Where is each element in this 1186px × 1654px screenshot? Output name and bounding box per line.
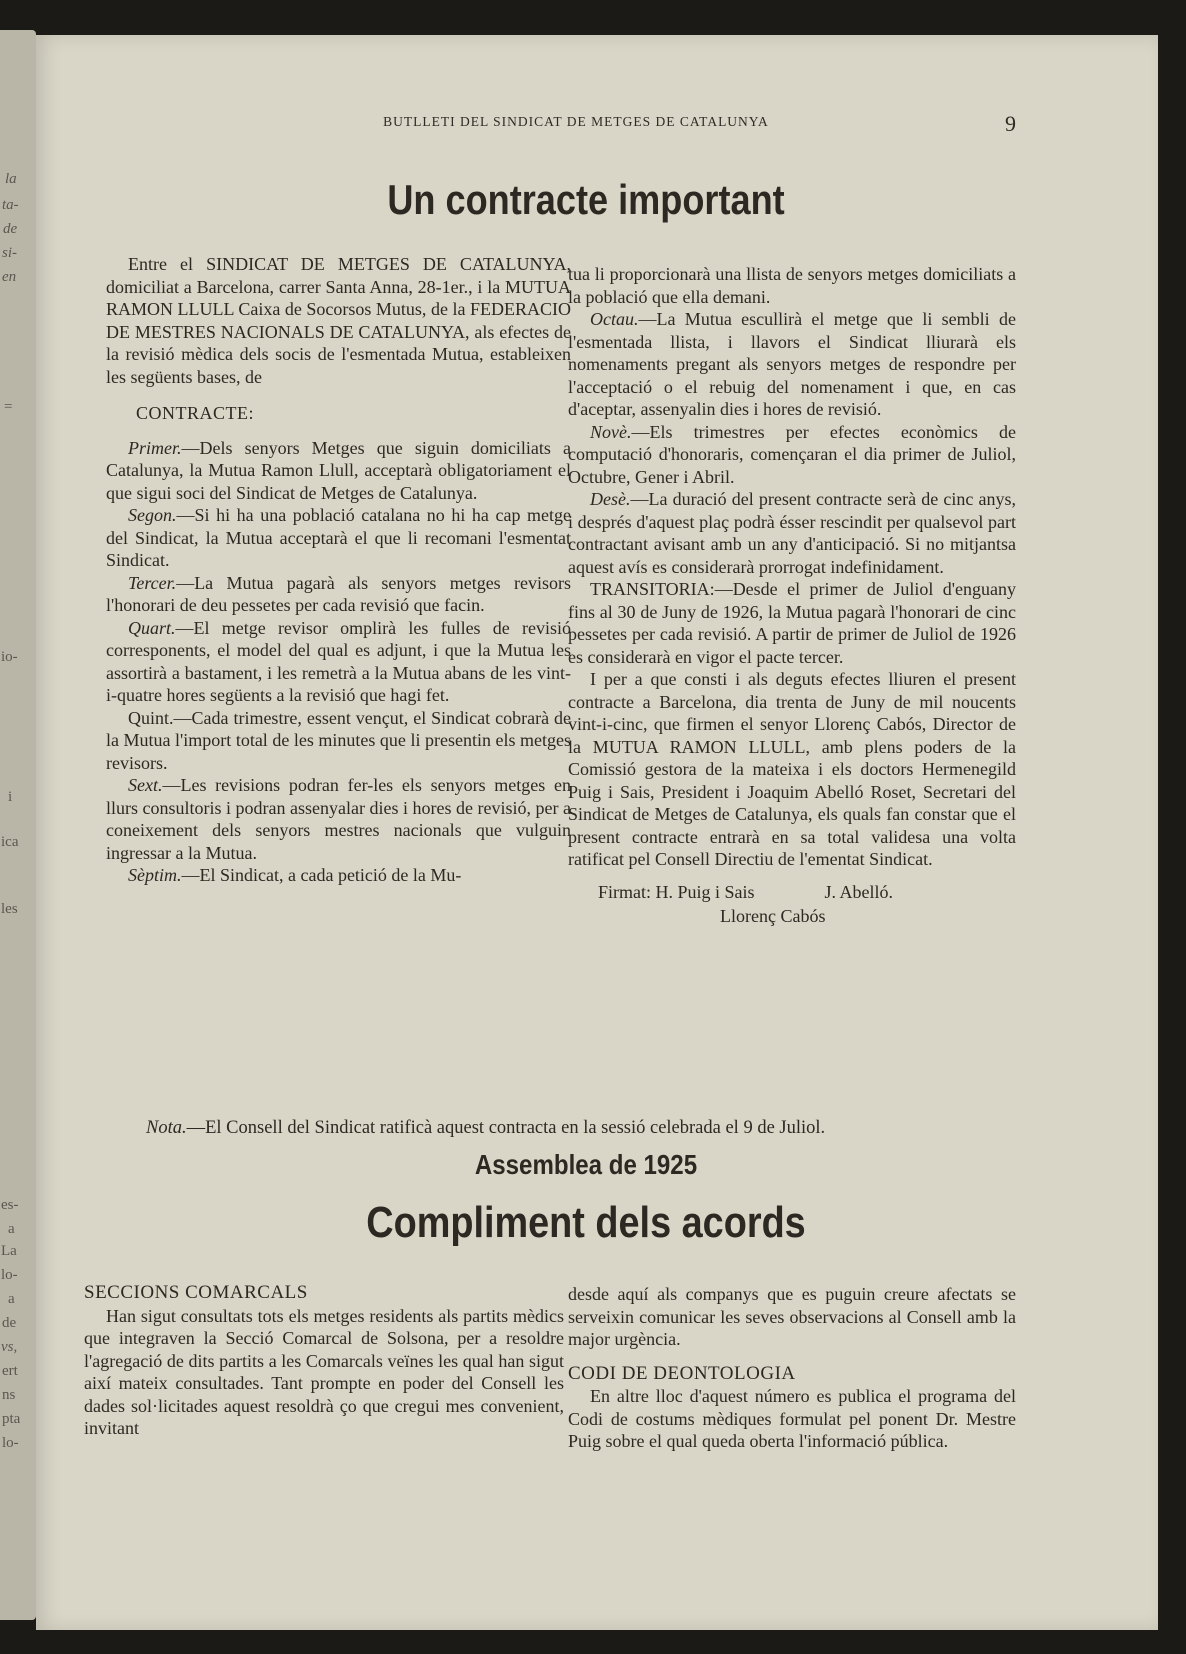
clause-lead: Novè. (590, 421, 632, 442)
margin-fragment: a (8, 1221, 15, 1237)
clause-lead: TRANSITORIA: (590, 579, 715, 599)
article1-right-column (568, 263, 1016, 928)
margin-fragment: = (4, 399, 13, 415)
continuation-paragraph: tua li proporcionarà una llista de senyors metges domiciliats a la població que ella demani. (568, 264, 1016, 307)
intro-paragraph: Entre el SINDICAT DE METGES DE CATALUNYA, domiciliat a Barcelona, carrer Santa Anna, 28-1er., i la MUTUA RAMON LLULL Caixa de Socorsos Mutus, de la FEDERACIO DE MESTRES NACIONALS DE CATALUNYA, als efectes de la revisió mèdica dels socis de l'esmentada Mutua, estableixen les següents bases, de (106, 254, 571, 387)
clause-text: —Les revisions podran fer-les els senyors metges en llurs consultoris i podran assenyalar dies i hores de revisió, per a coneixement dels senyors mestres nacionals que vulguin ingressar a la Mutua. (106, 775, 571, 863)
section-paragraph: Han sigut consultats tots els metges residents als partits mèdics que integraven la Secció Comarcal de Solsona, per a resoldre l'agregació de dits partits a les Comarcals veïnes les qual han sigut així mateix consultades. Tant prompte en poder del Consell les dades sol·licitades aquest resoldrà ço que cregui mes convenient, invitant (84, 1305, 564, 1438)
margin-fragment: lo- (1, 1267, 18, 1283)
clause-sext (106, 774, 571, 864)
margin-fragment: la (5, 171, 17, 187)
journal-page (36, 35, 1158, 1630)
clause-segon (106, 504, 571, 572)
clause-text: —Cada trimestre, essent vençut, el Sindicat cobrarà de la Mutua l'import total de les minutes que li presentin els metges revisors. (106, 707, 571, 773)
signature-line (568, 881, 1016, 904)
clause-lead: Octau. (590, 309, 639, 329)
margin-fragment: La (1, 1243, 17, 1259)
article1-left-column (106, 253, 571, 887)
clause-text: —La duració del present contracte serà de cinc anys, i després d'aquest plaç podrà ésser rescindit per qualsevol part contractant avisant amb un any d'anticipació. Si no mitjantsa aquest avís es considerarà prorrogat indefinidament. (568, 489, 1016, 577)
margin-fragment: lo- (2, 1435, 19, 1451)
clause-lead: Sèptim. (128, 865, 182, 885)
closing-paragraph: I per a que consti i als deguts efectes lliuren el present contracte a Barcelona, dia trenta de Juny de mil noucents vint-i-cinc, que firmen el senyor Llorenç Cabós, Director de la MUTUA RAMON LLULL, amb plens poders de la Comissió gestora de la mateixa i els doctors Hermenegild Puig i Sais, President i Joaquim Abelló Roset, Secretari del Sindicat de Metges de Catalunya, els quals fan constar que el present contracte entrarà en sa total validesa una volta ratificat pel Consell Directiu de l'ementat Sindicat. (568, 669, 1016, 869)
clause-transitoria (568, 578, 1016, 668)
clause-octau (568, 308, 1016, 421)
article2-left-column (84, 1282, 564, 1440)
signature-abello: J. Abelló. (824, 881, 894, 902)
signature-puig: Firmat: H. Puig i Sais (598, 881, 755, 902)
clause-text: —La Mutua pagarà als senyors metges revisors l'honorari de deu pessetes per cada revisió que facin. (106, 572, 571, 615)
continuation-paragraph: desde aquí als companys que es puguin creure afectats se serveixin comunicar les seves observacions al Consell amb la major urgència. (568, 1284, 1016, 1349)
margin-fragment: io- (1, 649, 18, 665)
margin-fragment: de (2, 1315, 17, 1331)
margin-fragment: ta- (2, 197, 19, 213)
article-title: Compliment dels acords (366, 1198, 806, 1247)
margin-fragment: si- (2, 245, 17, 261)
clause-lead: Tercer. (128, 572, 177, 593)
clause-text: —Dels senyors Metges que siguin domiciliats a Catalunya, la Mutua Ramon Llull, acceptarà obligatoriament el que sigui soci del Sindicat de Metges de Catalunya. (106, 437, 571, 503)
section-kicker: Assemblea de 1925 (474, 1149, 698, 1180)
margin-fragment: de (3, 221, 18, 237)
previous-page-edge (0, 30, 36, 1620)
clause-quart (106, 617, 571, 707)
margin-fragment: es- (1, 1197, 19, 1213)
clause-nove (568, 421, 1016, 489)
clause-lead: Quint. (128, 707, 174, 728)
signature-cabos: Llorenç Cabós (720, 906, 826, 926)
clause-lead: Quart. (128, 617, 176, 638)
note-lead: Nota. (146, 1118, 187, 1138)
clause-septim (106, 864, 571, 887)
page-number: 9 (1005, 111, 1016, 136)
clause-text: —Els trimestres per efectes econòmics de computació d'honoraris, començaran el dia primer de Juliol, Octubre, Gener i Abril. (568, 421, 1016, 487)
running-head: BUTLLETI DEL SINDICAT DE METGES DE CATALUNYA (383, 114, 769, 129)
clause-lead: Sext. (128, 775, 163, 795)
margin-fragment: pta (2, 1411, 21, 1427)
section-heading: CODI DE DEONTOLOGIA (568, 1362, 796, 1384)
note-text: —El Consell del Sindicat ratificà aquest contracta en la sessió celebrada el 9 de Juliol. (186, 1118, 826, 1138)
margin-fragment: ert (2, 1363, 18, 1379)
clause-text: —La Mutua escullirà el metge que li sembli de l'esmentada llista, i llavors el Sindicat lliurarà els nomenaments pregant als senyors metges de respondre per l'acceptació o el rebuig del nomenament i que, en cas d'aceptar, assenyalin dies i hores de revisió. (568, 309, 1016, 419)
clause-lead: Primer. (128, 437, 182, 458)
ratification-note (146, 1118, 1026, 1139)
clause-lead: Desè. (590, 489, 631, 509)
margin-fragment: i (8, 789, 13, 805)
margin-fragment: vs, (1, 1339, 18, 1355)
section-heading: SECCIONS COMARCALS (84, 1282, 308, 1303)
section-paragraph: En altre lloc d'aquest número es publica el programa del Codi de costums mèdiques formulat pel ponent Dr. Mestre Puig sobre el qual queda oberta l'informació pública. (568, 1386, 1016, 1451)
clause-dese (568, 488, 1016, 578)
article2-right-column (568, 1283, 1016, 1453)
article-title: Un contracte important (387, 176, 785, 223)
margin-fragment: ica (1, 834, 19, 850)
clause-text: —El metge revisor omplirà les fulles de revisió corresponents, el model del qual es adjunt, i que la Mutua les assortirà a bastament, i les remetrà a la Mutua abans de les vint-i-quatre hores següents a la revisió que hagi fet. (106, 617, 571, 705)
clause-tercer (106, 572, 571, 617)
margin-fragment: a (8, 1291, 15, 1307)
clause-quint (106, 707, 571, 775)
margin-fragment: ns (2, 1387, 16, 1403)
margin-fragment: les (1, 901, 18, 917)
clause-text: —Si hi ha una població catalana no hi ha cap metge del Sindicat, la Mutua acceptarà el que li recomani l'esmentat Sindicat. (106, 505, 571, 570)
margin-fragment: en (2, 269, 17, 285)
clause-text: —Desde el primer de Juliol d'enguany fins al 30 de Juny de 1926, la Mutua pagarà l'honorari de cinc pessetes per cada revisió. A partir de primer de Juliol de 1926 es considerarà en vigor el pacte tercer. (568, 579, 1016, 667)
clause-lead: Segon. (128, 505, 177, 525)
contract-heading: CONTRACTE: (136, 403, 255, 423)
clause-text: —El Sindicat, a cada petició de la Mu- (181, 865, 462, 885)
clause-primer (106, 437, 571, 505)
